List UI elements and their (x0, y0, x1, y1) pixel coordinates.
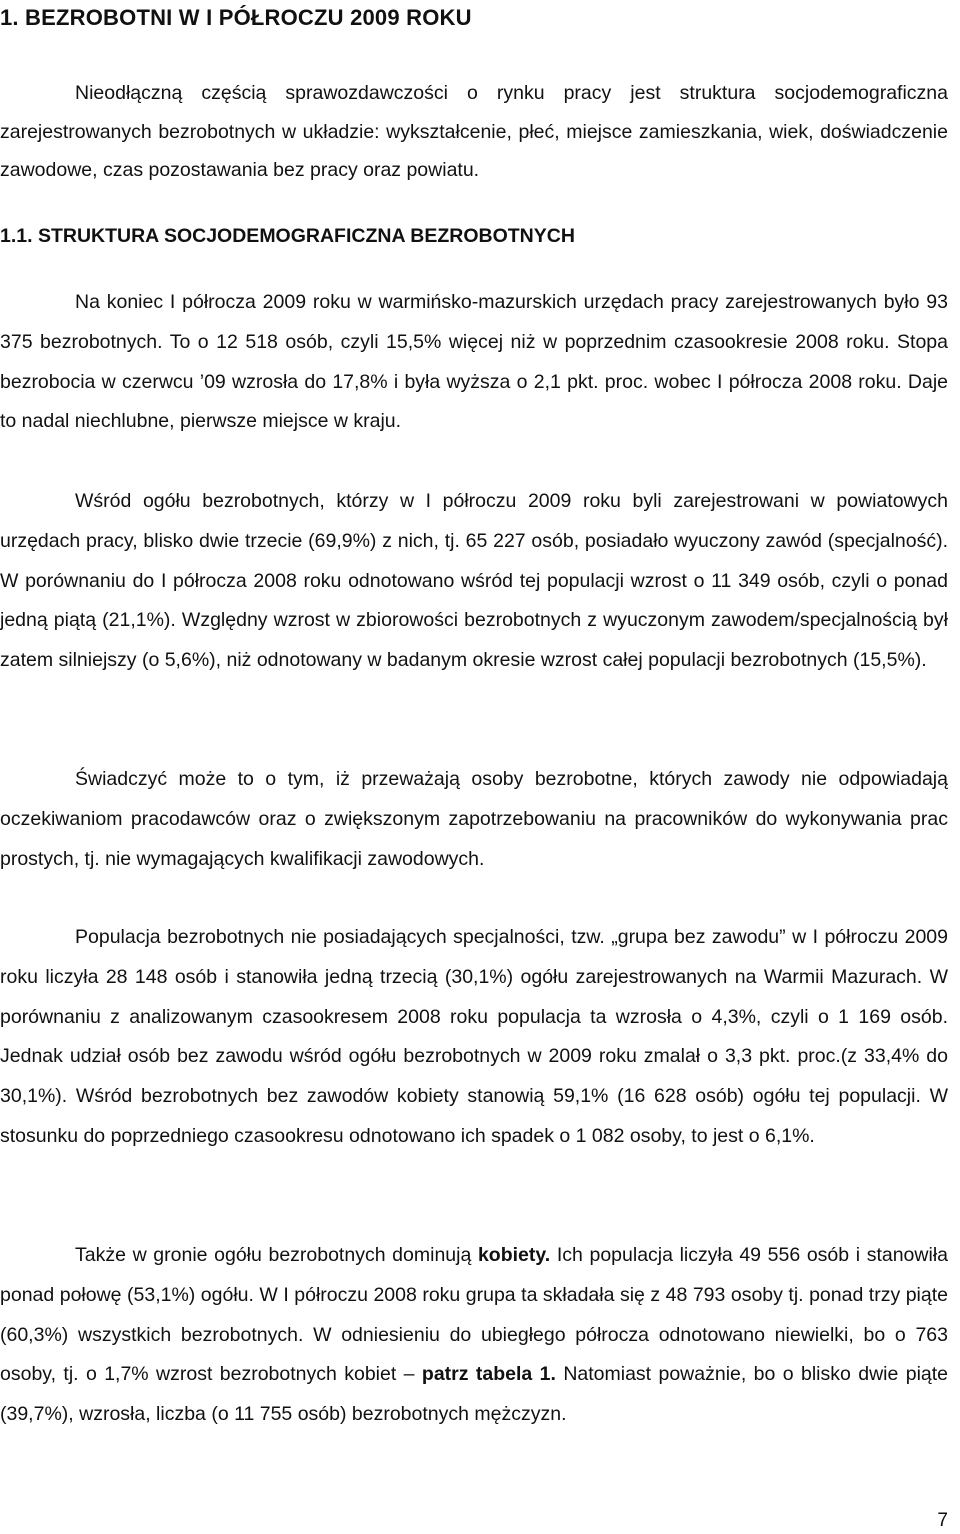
page-number: 7 (937, 1510, 948, 1531)
paragraph-text: Populacja bezrobotnych nie posiadających specjalności, tzw. „grupa bez zawodu” w I półroczu 2009 roku liczyła 28 148 osób i stanowiła jedną trzecią (30,1%) ogółu zarejestrowanych na Warmii Mazurach. W porównaniu z analizowanym czasookresem 2008 roku populacja ta wzrosła o 4,3%, czyli o 1 169 osób. Jednak udział osób bez zawodu wśród ogółu bezrobotnych w 2009 roku zmalał o 3,3 pkt. proc.(z 33,4% do 30,1%). Wśród bezrobotnych bez zawodów kobiety stanowią 59,1% (16 628 osób) ogółu tej populacji. W stosunku do poprzedniego czasookresu odnotowano ich spadek o 1 082 osoby, to jest o 6,1%. (0, 926, 948, 1147)
paragraph-employer-expectations (0, 760, 948, 879)
paragraph-unemployed-total (0, 283, 948, 442)
paragraph-text: Na koniec I półrocza 2009 roku w warmińsko-mazurskich urzędach pracy zarejestrowanych było 93 375 bezrobotnych. To o 12 518 osób, czyli 15,5% więcej niż w poprzednim czasookresie 2008 roku. Stopa bezrobocia w czerwcu ’09 wzrosła do 17,8% i była wyższa o 2,1 pkt. proc. wobec I półrocza 2008 roku. Daje to nadal niechlubne, pierwsze miejsce w kraju. (0, 291, 948, 433)
paragraph-without-profession (0, 918, 948, 1157)
intro-text: Nieodłączną częścią sprawozdawczości o rynku pracy jest struktura socjodemograficzna zarejestrowanych bezrobotnych w układzie: wykształcenie, płeć, miejsce zamieszkania, wiek, doświadczenie zawodowe, czas pozostawania bez pracy oraz powiatu. (0, 82, 948, 182)
paragraph-text: Także w gronie ogółu bezrobotnych dominują (75, 1244, 472, 1266)
paragraph-women-men (0, 1236, 948, 1435)
paragraph-text: Wśród ogółu bezrobotnych, którzy w I półroczu 2009 roku byli zarejestrowani w powiatowych urzędach pracy, blisko dwie trzecie (69,9%) z nich, tj. 65 227 osób, posiadało wyuczony zawód (specjalność). W porównaniu do I półrocza 2008 roku odnotowano wśród tej populacji wzrost o 11 349 osób, czyli o ponad jedną piątą (21,1%). Względny wzrost w zbiorowości bezrobotnych z wyuczonym zawodem/specjalnością był zatem silniejszy (o 5,6%), niż odnotowany w badanym okresie wzrost całej populacji bezrobotnych (15,5%). (0, 490, 948, 672)
table-reference: patrz tabela 1. (421, 1363, 556, 1386)
paragraph-text: Świadczyć może to o tym, iż przeważają osoby bezrobotne, których zawody nie odpowiadają oczekiwaniom pracodawców oraz o zwiększonym zapotrzebowaniu na pracowników do wykonywania prac prostych, tj. nie wymagających kwalifikacji zawodowych. (0, 768, 948, 870)
paragraph-text: Natomiast poważnie, bo o blisko dwie piąte (39,7%), wzrosła, liczba (o 11 755 osób) bezrobotnych mężczyzn. (0, 1363, 949, 1426)
section-heading: 1. BEZROBOTNI W I PÓŁROCZU 2009 ROKU (0, 5, 472, 30)
subsection-heading: 1.1. STRUKTURA SOCJODEMOGRAFICZNA BEZROBOTNYCH (0, 225, 575, 247)
emphasis-women: kobiety. (477, 1244, 551, 1266)
paragraph-text: Ich populacja liczyła 49 556 osób i stanowiła ponad połowę (53,1%) ogółu. W I półroczu 2008 roku grupa ta składała się z 48 793 osoby tj. ponad trzy piąte (60,3%) wszystkich bezrobotnych. W odniesieniu do ubiegłego półrocza odnotowano niewielki, bo o 763 osoby, tj. o 1,7% wzrost bezrobotnych kobiet – (0, 1244, 948, 1386)
intro-paragraph (0, 74, 948, 190)
paragraph-with-profession (0, 482, 948, 681)
